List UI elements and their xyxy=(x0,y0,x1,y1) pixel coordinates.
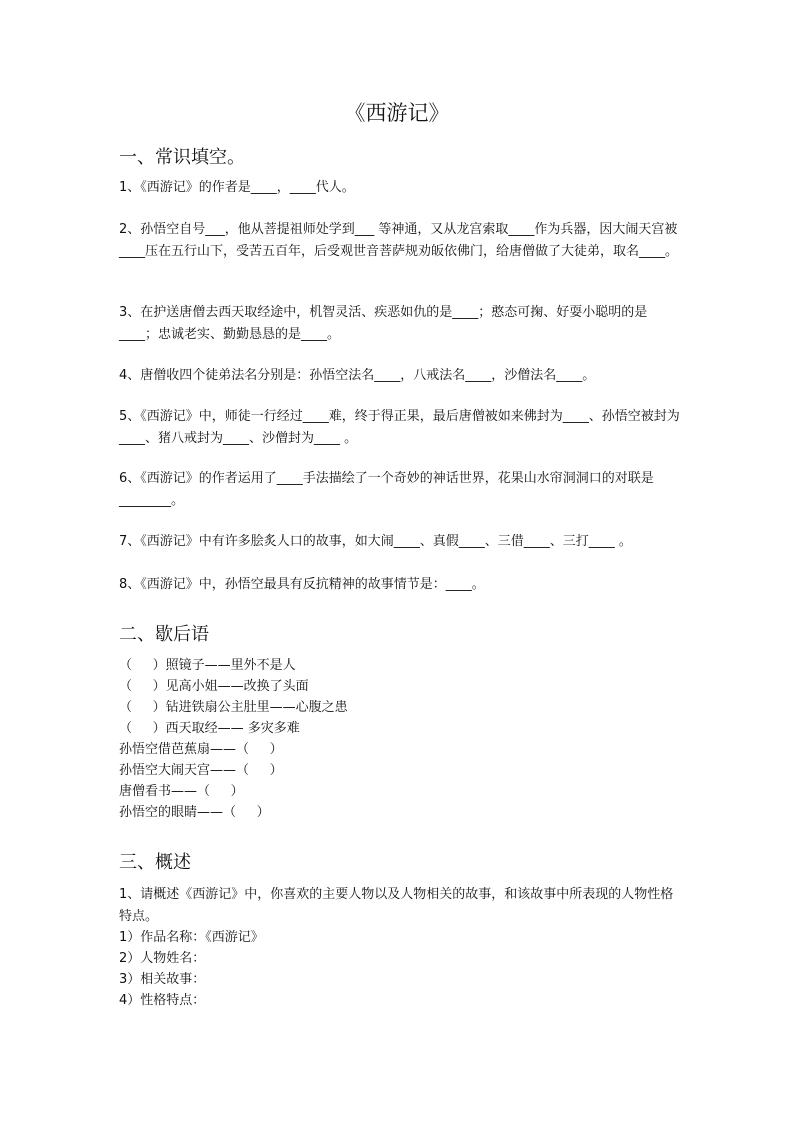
xiehouyu-line: （ ）钻进铁扇公主肚里——心腹之患 xyxy=(119,700,348,715)
summary-item: 4）性格特点： xyxy=(119,993,206,1008)
question-5: 5、《西游记》中，师徒一行经过____难，终于得正果，最后唐僧被如来佛封为____、孙悟空被封为____、猪八戒封为____、沙僧封为____ 。 xyxy=(119,409,680,446)
section2-heading: 二、歇后语 xyxy=(119,624,209,645)
xiehouyu-line: （ ）西天取经—— 多灾多难 xyxy=(119,721,300,736)
xiehouyu-line: （ ）照镜子——里外不是人 xyxy=(119,658,296,673)
section3-heading: 三、概述 xyxy=(119,852,191,873)
xiehouyu-line: 孙悟空的眼睛——（ ） xyxy=(119,805,270,820)
question-6: 6、《西游记》的作者运用了____手法描绘了一个奇妙的神话世界，花果山水帘洞洞口的对联是________。 xyxy=(119,471,654,508)
document-title: 《西游记》 xyxy=(344,101,450,125)
summary-question: 1、请概述《西游记》中，你喜欢的主要人物以及人物相关的故事，和该故事中所表现的人物性格特点。 xyxy=(119,887,674,924)
question-3: 3、在护送唐僧去西天取经途中，机智灵活、疾恶如仇的是____；憨态可掬、好耍小聪明的是____；忠诚老实、勤勤恳恳的是____。 xyxy=(119,305,648,342)
question-8: 8、《西游记》中，孙悟空最具有反抗精神的故事情节是：____。 xyxy=(119,577,485,592)
question-4: 4、唐僧收四个徒弟法名分别是：孙悟空法名____，八戒法名____，沙僧法名____。 xyxy=(119,368,596,383)
xiehouyu-line: （ ）见高小姐——改换了头面 xyxy=(119,679,309,694)
xiehouyu-line: 孙悟空大闹天宫——（ ） xyxy=(119,763,283,778)
question-7: 7、《西游记》中有许多脍炙人口的故事，如大闹____、真假____、三借____、三打____ 。 xyxy=(119,534,632,549)
question-2: 2、孙悟空自号___，他从菩提祖师处学到___ 等神通，又从龙宫索取____作为兵器，因大闹天宫被____压在五行山下，受苦五百年，后受观世音菩萨规劝皈依佛门，给唐僧做了大徒弟，取名____。 xyxy=(119,222,679,259)
section1-heading: 一、常识填空。 xyxy=(119,147,245,168)
xiehouyu-line: 孙悟空借芭蕉扇——（ ） xyxy=(119,742,283,757)
question-1: 1、《西游记》的作者是____，____代人。 xyxy=(119,180,355,195)
xiehouyu-line: 唐僧看书——（ ） xyxy=(119,784,244,799)
summary-item: 1）作品名称：《西游记》 xyxy=(119,930,264,945)
summary-item: 2）人物姓名： xyxy=(119,951,206,966)
summary-item: 3）相关故事： xyxy=(119,972,206,987)
